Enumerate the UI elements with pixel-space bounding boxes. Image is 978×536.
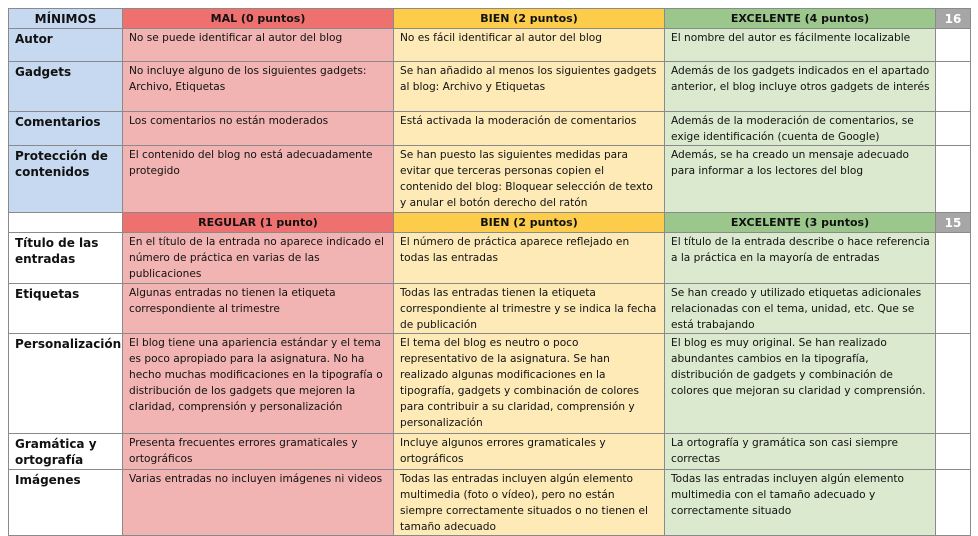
criterion-label: Gramática y ortografía (9, 434, 123, 470)
cell-excellent: Todas las entradas incluyen algún elemento multimedia con el tamaño adecuado y correctamente situado (665, 470, 936, 536)
cell-bad: Los comentarios no están moderados (123, 112, 394, 146)
table-row (9, 233, 971, 284)
cell-good: El número de práctica aparece reflejado en todas las entradas (394, 233, 665, 284)
header-row-scored (9, 213, 971, 233)
criterion-label: Etiquetas (9, 284, 123, 334)
cell-regular: Algunas entradas no tienen la etiqueta correspondiente al trimestre (123, 284, 394, 334)
score-cell[interactable] (936, 233, 971, 284)
header-criterion: MÍNIMOS (9, 9, 123, 29)
criterion-label: Imágenes (9, 470, 123, 536)
rubric-table (8, 8, 971, 536)
cell-good: Está activada la moderación de comentarios (394, 112, 665, 146)
cell-regular: Presenta frecuentes errores gramaticales y ortográficos (123, 434, 394, 470)
cell-excellent: Además de los gadgets indicados en el apartado anterior, el blog incluye otros gadgets de interés (665, 62, 936, 112)
header-excellent: EXCELENTE (3 puntos) (665, 213, 936, 233)
criterion-label: Autor (9, 29, 123, 62)
criterion-label: Título de las entradas (9, 233, 123, 284)
cell-good: Todas las entradas tienen la etiqueta correspondiente al trimestre y se indica la fecha de publicación (394, 284, 665, 334)
cell-good: Todas las entradas incluyen algún elemento multimedia (foto o vídeo), pero no están siempre correctamente situados o no tienen el tamaño adecuado (394, 470, 665, 536)
table-row (9, 29, 971, 62)
header-total-score: 16 (936, 9, 971, 29)
header-total-score: 15 (936, 213, 971, 233)
score-cell[interactable] (936, 470, 971, 536)
table-row (9, 284, 971, 334)
cell-good: Se han puesto las siguientes medidas para evitar que terceras personas copien el contenido del blog: Bloquear selección de texto y anular el botón derecho del ratón (394, 146, 665, 213)
score-cell[interactable] (936, 112, 971, 146)
score-cell[interactable] (936, 62, 971, 112)
header-regular: REGULAR (1 punto) (123, 213, 394, 233)
cell-excellent: El nombre del autor es fácilmente localizable (665, 29, 936, 62)
header-good: BIEN (2 puntos) (394, 213, 665, 233)
cell-good: Se han añadido al menos los siguientes gadgets al blog: Archivo y Etiquetas (394, 62, 665, 112)
header-excellent: EXCELENTE (4 puntos) (665, 9, 936, 29)
score-cell[interactable] (936, 284, 971, 334)
score-cell[interactable] (936, 434, 971, 470)
table-row (9, 112, 971, 146)
cell-good: No es fácil identificar al autor del blog (394, 29, 665, 62)
cell-excellent: Además, se ha creado un mensaje adecuado para informar a los lectores del blog (665, 146, 936, 213)
table-row (9, 62, 971, 112)
table-row (9, 146, 971, 213)
cell-good: El tema del blog es neutro o poco representativo de la asignatura. Se han realizado algunas modificaciones en la tipografía, gadgets y combinación de colores para contribuir a su claridad, comprensión y personalización (394, 334, 665, 434)
criterion-label: Personalización (9, 334, 123, 434)
table-row (9, 470, 971, 536)
table-row (9, 334, 971, 434)
header-criterion-blank (9, 213, 123, 233)
header-good: BIEN (2 puntos) (394, 9, 665, 29)
cell-bad: No incluye alguno de los siguientes gadgets: Archivo, Etiquetas (123, 62, 394, 112)
cell-regular: En el título de la entrada no aparece indicado el número de práctica en varias de las publicaciones (123, 233, 394, 284)
cell-good: Incluye algunos errores gramaticales y ortográficos (394, 434, 665, 470)
cell-bad: No se puede identificar al autor del blog (123, 29, 394, 62)
criterion-label: Protección de contenidos (9, 146, 123, 213)
table-row (9, 434, 971, 470)
cell-regular: El blog tiene una apariencia estándar y el tema es poco apropiado para la asignatura. No ha hecho muchas modificaciones en la tipografía o distribución de los gadgets que mejoren la claridad, comprensión y personalización (123, 334, 394, 434)
header-row-minimos (9, 9, 971, 29)
score-cell[interactable] (936, 334, 971, 434)
cell-bad: El contenido del blog no está adecuadamente protegido (123, 146, 394, 213)
score-cell[interactable] (936, 146, 971, 213)
cell-excellent: El título de la entrada describe o hace referencia a la práctica en la mayoría de entradas (665, 233, 936, 284)
header-bad: MAL (0 puntos) (123, 9, 394, 29)
cell-excellent: Se han creado y utilizado etiquetas adicionales relacionadas con el tema, unidad, etc. Que se está trabajando (665, 284, 936, 334)
criterion-label: Gadgets (9, 62, 123, 112)
cell-excellent: La ortografía y gramática son casi siempre correctas (665, 434, 936, 470)
cell-excellent: El blog es muy original. Se han realizado abundantes cambios en la tipografía, distribución de gadgets y combinación de colores que mejoran su claridad y comprensión. (665, 334, 936, 434)
cell-regular: Varias entradas no incluyen imágenes ni videos (123, 470, 394, 536)
cell-excellent: Además de la moderación de comentarios, se exige identificación (cuenta de Google) (665, 112, 936, 146)
score-cell[interactable] (936, 29, 971, 62)
criterion-label: Comentarios (9, 112, 123, 146)
